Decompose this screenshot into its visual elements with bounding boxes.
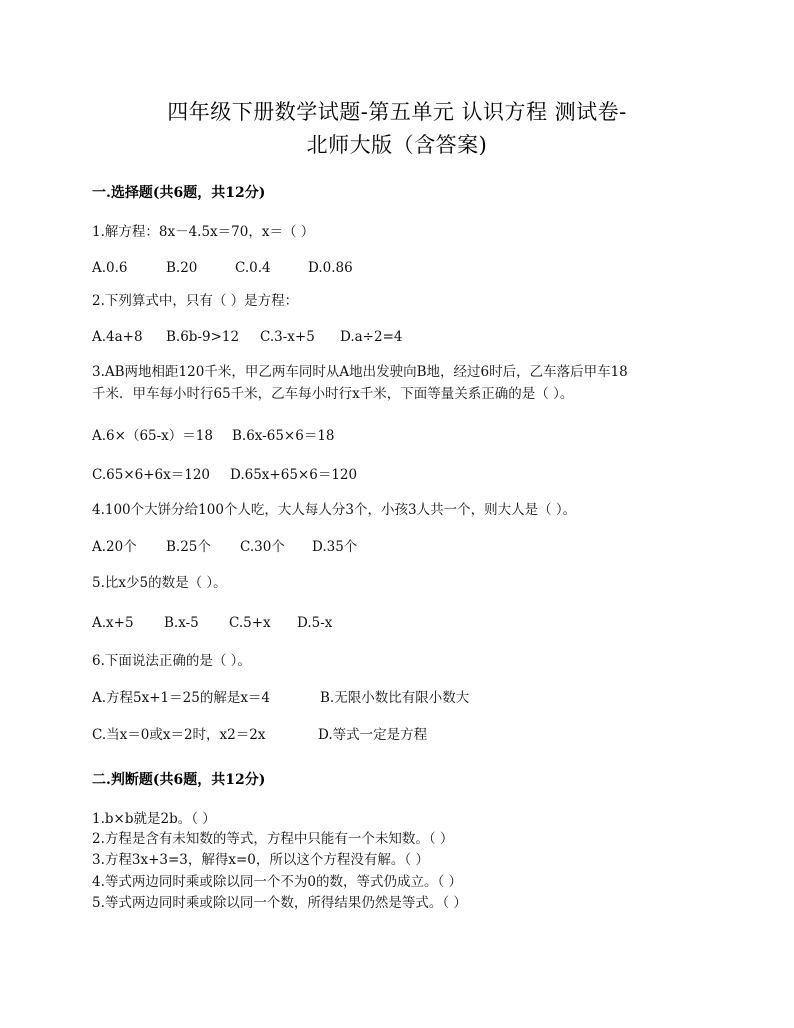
question-6-option-a: A.方程5x+1＝25的解是x＝4	[92, 690, 271, 706]
question-2-option-d: D.a÷2=4	[340, 329, 403, 345]
question-5-option-a: A.x+5	[92, 615, 134, 631]
question-4-option-c: C.30个	[240, 539, 285, 555]
question-4-option-a: A.20个	[92, 539, 137, 555]
question-6-option-c: C.当x＝0或x＝2时，x2＝2x	[92, 727, 266, 743]
question-2-stem: 2.下列算式中，只有（ ）是方程：	[92, 293, 299, 309]
question-1-option-d: D.0.86	[308, 260, 353, 276]
judge-item-5: 5.等式两边同时乘或除以同一个数，所得结果仍然是等式。（ ）	[92, 895, 467, 911]
question-1-stem: 1.解方程：8x－4.5x＝70，x＝（ ）	[92, 224, 315, 240]
question-3-stem-line-2: 千米．甲车每小时行65千米，乙车每小时行x千米，下面等量关系正确的是（ ）。	[92, 386, 574, 402]
judge-item-4: 4.等式两边同时乘或除以同一个不为0的数，等式仍成立。（ ）	[92, 874, 463, 890]
question-5-option-c: C.5+x	[229, 615, 271, 631]
question-2-option-a: A.4a+8	[92, 329, 143, 345]
document-title-line-1: 四年级下册数学试题-第五单元 认识方程 测试卷-	[167, 100, 627, 124]
question-4-option-b: B.25个	[166, 539, 211, 555]
document-title-line-2: 北师大版（含答案)	[306, 133, 488, 157]
question-4-stem: 4.100个大饼分给100个人吃，大人每人分3个，小孩3人共一个，则大人是（ ）。	[92, 502, 577, 518]
question-1-option-b: B.20	[166, 260, 198, 276]
judge-item-3: 3.方程3x+3=3，解得x=0，所以这个方程没有解。（ ）	[92, 852, 429, 868]
question-2-option-c: C.3-x+5	[260, 329, 315, 345]
question-1-option-c: C.0.4	[235, 260, 271, 276]
question-6-option-d: D.等式一定是方程	[318, 727, 428, 743]
question-6-stem: 6.下面说法正确的是（ ）。	[92, 653, 251, 669]
question-5-option-d: D.5-x	[297, 615, 333, 631]
question-3-option-a: A.6×（65-x）＝18	[92, 428, 213, 444]
section-heading-choice: 一.选择题(共6题，共12分)	[92, 185, 266, 201]
section-heading-judge: 二.判断题(共6题，共12分)	[92, 772, 266, 788]
question-2-option-b: B.6b-9>12	[166, 329, 240, 345]
question-1-option-a: A.0.6	[92, 260, 128, 276]
judge-item-1: 1.b×b就是2b。（ ）	[92, 811, 216, 827]
question-4-option-d: D.35个	[312, 539, 358, 555]
question-3-option-b: B.6x-65×6＝18	[232, 428, 335, 444]
question-3-option-c: C.65×6+6x＝120	[92, 467, 210, 483]
question-3-option-d: D.65x+65×6＝120	[230, 467, 358, 483]
judge-item-2: 2.方程是含有未知数的等式，方程中只能有一个未知数。（ ）	[92, 831, 454, 847]
question-3-stem-line-1: 3.AB两地相距120千米，甲乙两车同时从A地出发驶向B地，经过6时后，乙车落后甲车18	[92, 364, 628, 380]
question-5-stem: 5.比x少5的数是（ ）。	[92, 575, 227, 591]
question-6-option-b: B.无限小数比有限小数大	[320, 690, 470, 706]
question-5-option-b: B.x-5	[164, 615, 199, 631]
